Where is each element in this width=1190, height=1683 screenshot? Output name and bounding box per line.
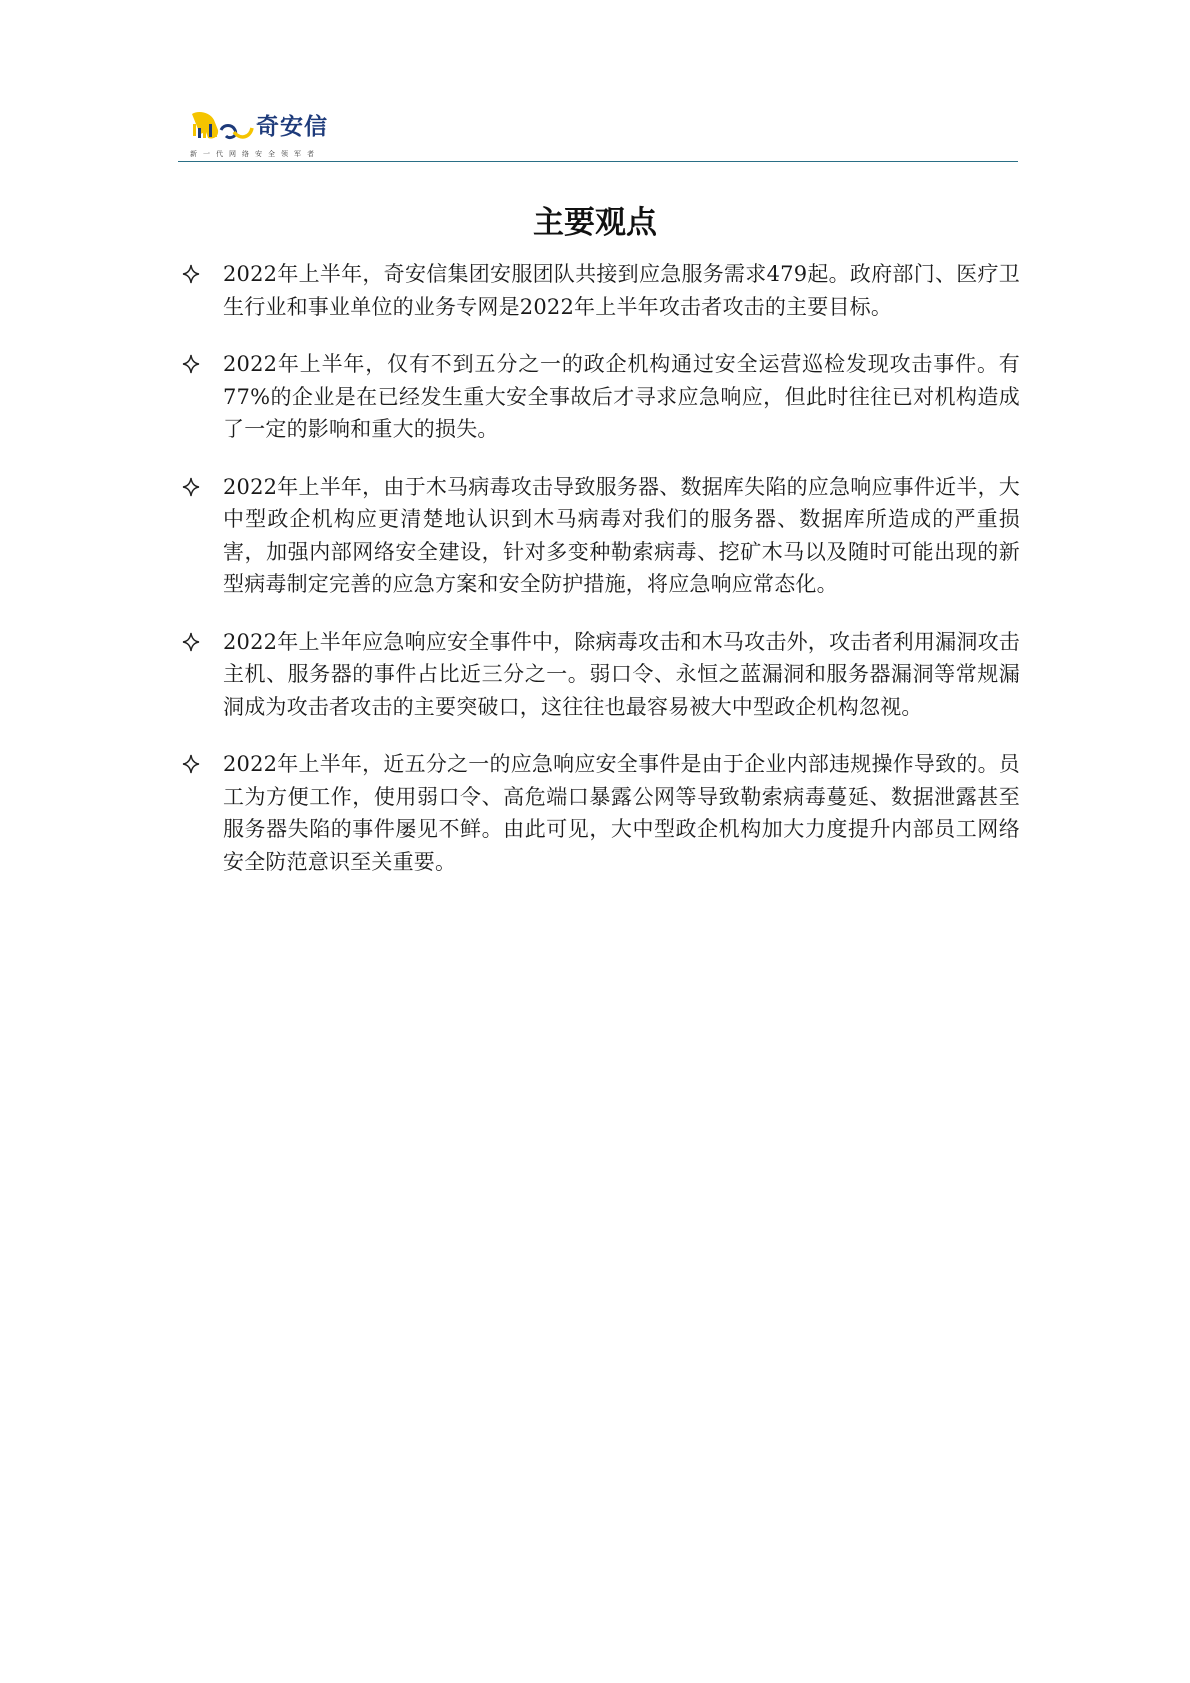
four-point-star-icon [180,748,202,780]
page-header [178,102,1018,164]
brand-mark-icon [188,110,254,144]
page-title: 主要观点 [533,205,657,241]
four-point-star-icon [180,258,202,290]
key-point-text: 2022年上半年，奇安信集团安服团队共接到应急服务需求479起。政府部门、医疗卫生行业和事业单位的业务专网是2022年上半年攻击者攻击的主要目标。 [223,262,1020,319]
key-point-5 [180,748,1020,878]
key-point-3 [180,471,1020,601]
key-point-2 [180,348,1020,446]
four-point-star-icon [180,626,202,658]
four-point-star-icon [180,471,202,503]
brand-slogan: 新一代网络安全领军者 [190,150,320,158]
key-point-text: 2022年上半年，近五分之一的应急响应安全事件是由于企业内部违规操作导致的。员工为方便工作，使用弱口令、高危端口暴露公网等导致勒索病毒蔓延、数据泄露甚至服务器失陷的事件屡见不鲜。由此可见，大中型政企机构加大力度提升内部员工网络安全防范意识至关重要。 [223,752,1020,874]
key-point-text: 2022年上半年，仅有不到五分之一的政企机构通过安全运营巡检发现攻击事件。有77%的企业是在已经发生重大安全事故后才寻求应急响应，但此时往往已对机构造成了一定的影响和重大的损失。 [223,352,1020,441]
key-point-text: 2022年上半年应急响应安全事件中，除病毒攻击和木马攻击外，攻击者利用漏洞攻击主机、服务器的事件占比近三分之一。弱口令、永恒之蓝漏洞和服务器漏洞等常规漏洞成为攻击者攻击的主要突破口，这往往也最容易被大中型政企机构忽视。 [223,629,1020,719]
key-points-list [180,258,1020,903]
key-point-text: 2022年上半年，由于木马病毒攻击导致服务器、数据库失陷的应急响应事件近半，大中型政企机构应更清楚地认识到木马病毒对我们的服务器、数据库所造成的严重损害，加强内部网络安全建设，针对多变种勒索病毒、挖矿木马以及随时可能出现的新型病毒制定完善的应急方案和安全防护措施，将应急响应常态化。 [223,474,1020,596]
key-point-4 [180,626,1020,724]
key-point-1 [180,258,1020,323]
four-point-star-icon [180,348,202,380]
brand-name: 奇安信 [256,114,328,140]
header-divider [178,161,1018,162]
company-logo [188,110,348,160]
